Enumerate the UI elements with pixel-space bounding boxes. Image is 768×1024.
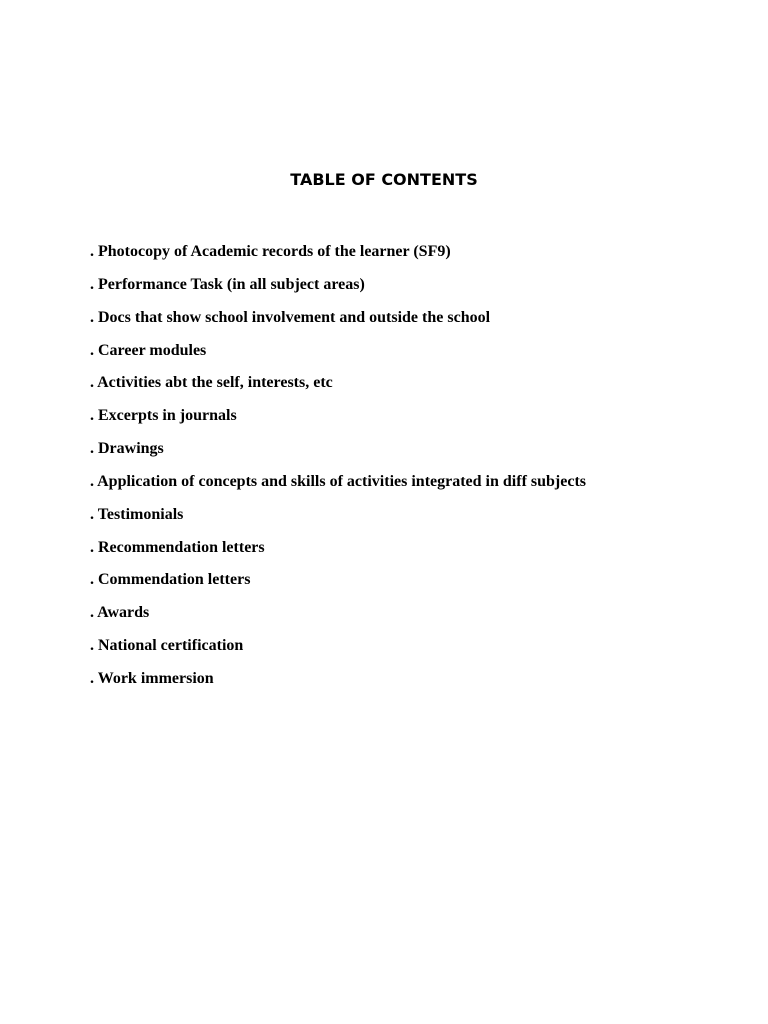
toc-item-performance-task: . Performance Task (in all subject areas)	[90, 275, 365, 293]
toc-item-sf9: . Photocopy of Academic records of the learner (SF9)	[90, 243, 451, 260]
toc-item-career-modules: . Career modules	[90, 341, 207, 359]
toc-item-application-concepts: . Application of concepts and skills of activities integrated in diff subjects	[90, 472, 587, 490]
toc-item-testimonials: . Testimonials	[90, 505, 184, 523]
toc-list	[90, 244, 586, 704]
toc-item-drawings: . Drawings	[90, 440, 164, 458]
toc-item-awards: . Awards	[90, 604, 150, 622]
toc-item-school-involvement: . Docs that show school involvement and outside the school	[90, 308, 491, 326]
toc-item-commendation-letters: . Commendation letters	[90, 571, 251, 589]
toc-item-work-immersion: . Work immersion	[90, 669, 214, 687]
toc-item-activities-self: . Activities abt the self, interests, etc	[90, 374, 333, 392]
page-title: TABLE OF CONTENTS	[290, 170, 478, 189]
toc-item-national-certification: . National certification	[90, 637, 244, 655]
toc-item-recommendation-letters: . Recommendation letters	[90, 538, 265, 556]
toc-item-excerpts-journals: . Excerpts in journals	[90, 407, 237, 425]
